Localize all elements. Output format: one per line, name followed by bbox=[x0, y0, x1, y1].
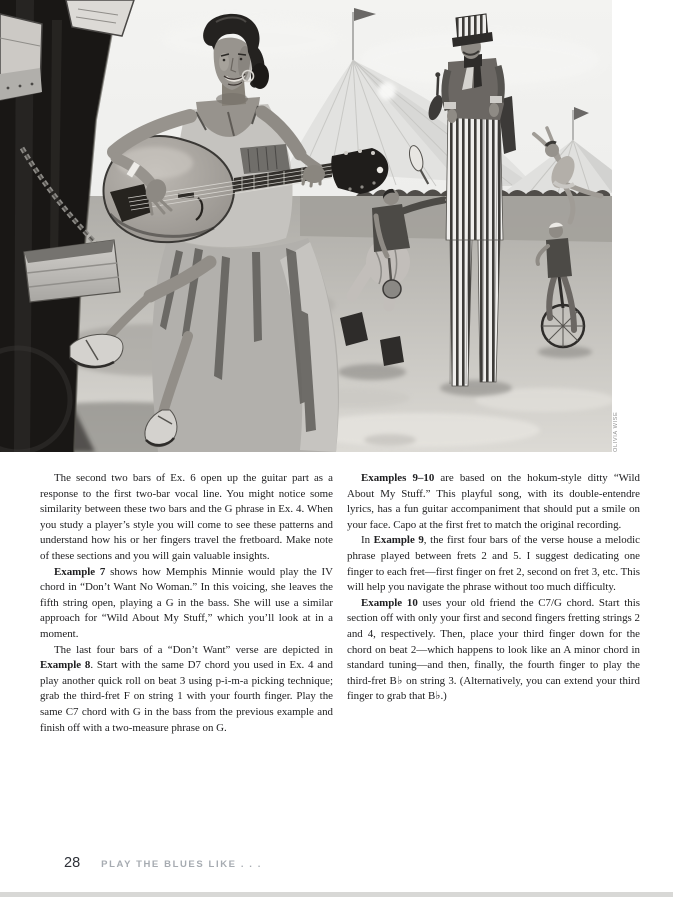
article-column-left bbox=[40, 471, 333, 736]
paragraph: The second two bars of Ex. 6 open up the guitar part as a response to the first two-bar vocal line. You might notice some similarity between these two bars and the G phrase in Ex. 4. When you study a player’s style you will come to see these patterns and understand how his or her fingers travel the fretboard. Make note of these sections and you will gain valuable insights. bbox=[40, 472, 333, 562]
feature-illustration bbox=[0, 0, 612, 452]
page-footer bbox=[64, 855, 262, 871]
footer-title: PLAY THE BLUES LIKE . . . bbox=[101, 859, 263, 870]
paragraph: The last four bars of a “Don’t Want” verse are depicted in Example 8. Start with the same D7 chord you used in Ex. 4 and play another quick roll on beat 3 using p-i-m-a picking technique; grab the third-fret F on string 1 with your fourth finger. Play the same C7 chord with G in the bass from the previous example and finish off with a two-measure phrase on G. bbox=[40, 643, 333, 734]
illustration-credit: OLIVIA WISE bbox=[612, 411, 619, 452]
article-body bbox=[40, 471, 640, 736]
paragraph: Example 7 shows how Memphis Minnie would play the IV chord in “Don’t Want No Woman.” In this voicing, she leaves the fifth string open, playing a G in the bass. She will use a similar approach for “Wild About My Stuff,” which you’ll look at in a moment. bbox=[40, 565, 333, 640]
paragraph: In Example 9, the first four bars of the verse house a melodic phrase played between frets 2 and 5. I suggest dedicating one finger to each fret—first finger on fret 2, second on fret 3, etc. This will help you navigate the phrase without too much difficulty. bbox=[347, 534, 640, 594]
page-number: 28 bbox=[64, 855, 81, 871]
article-column-right bbox=[347, 471, 640, 736]
page-edge-strip bbox=[0, 892, 673, 897]
paragraph: Examples 9–10 are based on the hokum-style ditty “Wild About My Stuff.” This playful song, with its double-entendre lyrics, has a fun guitar accompaniment that should put a smile on your face. Capo at the first fret to match the original recording. bbox=[347, 472, 641, 531]
paragraph: Example 10 uses your old friend the C7/G chord. Start this section off with only your first and second fingers fretting strings 2 and 4, respectively. Then, place your third finger down for the chord on beat 2—which happens to look like an A minor chord in standard tuning—and then, finally, the fourth finger to play the third-fret B♭ on string 3. (Alternatively, you can extend your third finger to grab that B♭.) bbox=[347, 596, 640, 703]
